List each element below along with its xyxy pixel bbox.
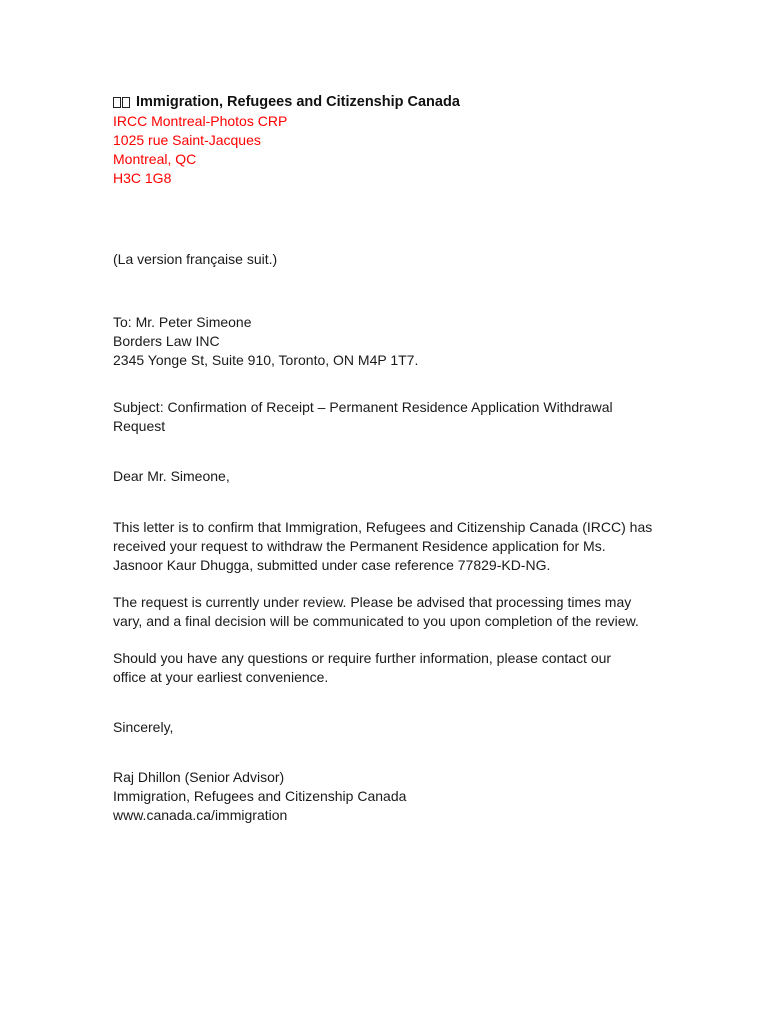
address-line: H3C 1G8 (113, 170, 172, 186)
org-name: Immigration, Refugees and Citizenship Canada (136, 94, 460, 110)
letterhead-title (113, 93, 673, 112)
body-paragraph: Should you have any questions or require further information, please contact our office at your earliest convenience. (113, 650, 612, 685)
website-link[interactable]: www.canada.ca/immigration (113, 807, 288, 823)
salutation: Dear Mr. Simeone, (113, 468, 230, 484)
signature-block (113, 768, 673, 825)
recipient-block (113, 313, 673, 370)
address-line: 1025 rue Saint-Jacques (113, 132, 261, 148)
signer-name: Raj Dhillon (Senior Advisor) (113, 769, 285, 785)
french-version-note: (La version française suit.) (113, 251, 278, 267)
address-line: Montreal, QC (113, 151, 197, 167)
flag-placeholder-icon (113, 97, 131, 108)
subject-line: Subject: Confirmation of Receipt – Permanent Residence Application Withdrawal Request (113, 399, 613, 434)
closing: Sincerely, (113, 719, 174, 735)
letter-page (113, 93, 673, 825)
office-address (113, 112, 673, 188)
recipient-address: 2345 Yonge St, Suite 910, Toronto, ON M4P 1T7. (113, 352, 419, 368)
recipient-company: Borders Law INC (113, 333, 220, 349)
body-paragraph: This letter is to confirm that Immigration, Refugees and Citizenship Canada (IRCC) has received your request to withdraw the Permanent Residence application for Ms. Jasnoor Kaur Dhugga, submitted under case reference 77829-KD-NG. (113, 519, 653, 573)
address-line: IRCC Montreal-Photos CRP (113, 113, 288, 129)
body-paragraph: The request is currently under review. Please be advised that processing times may vary, and a final decision will be communicated to you upon completion of the review. (113, 594, 639, 629)
recipient-to-line: To: Mr. Peter Simeone (113, 314, 252, 330)
signer-organization: Immigration, Refugees and Citizenship Canada (113, 788, 407, 804)
